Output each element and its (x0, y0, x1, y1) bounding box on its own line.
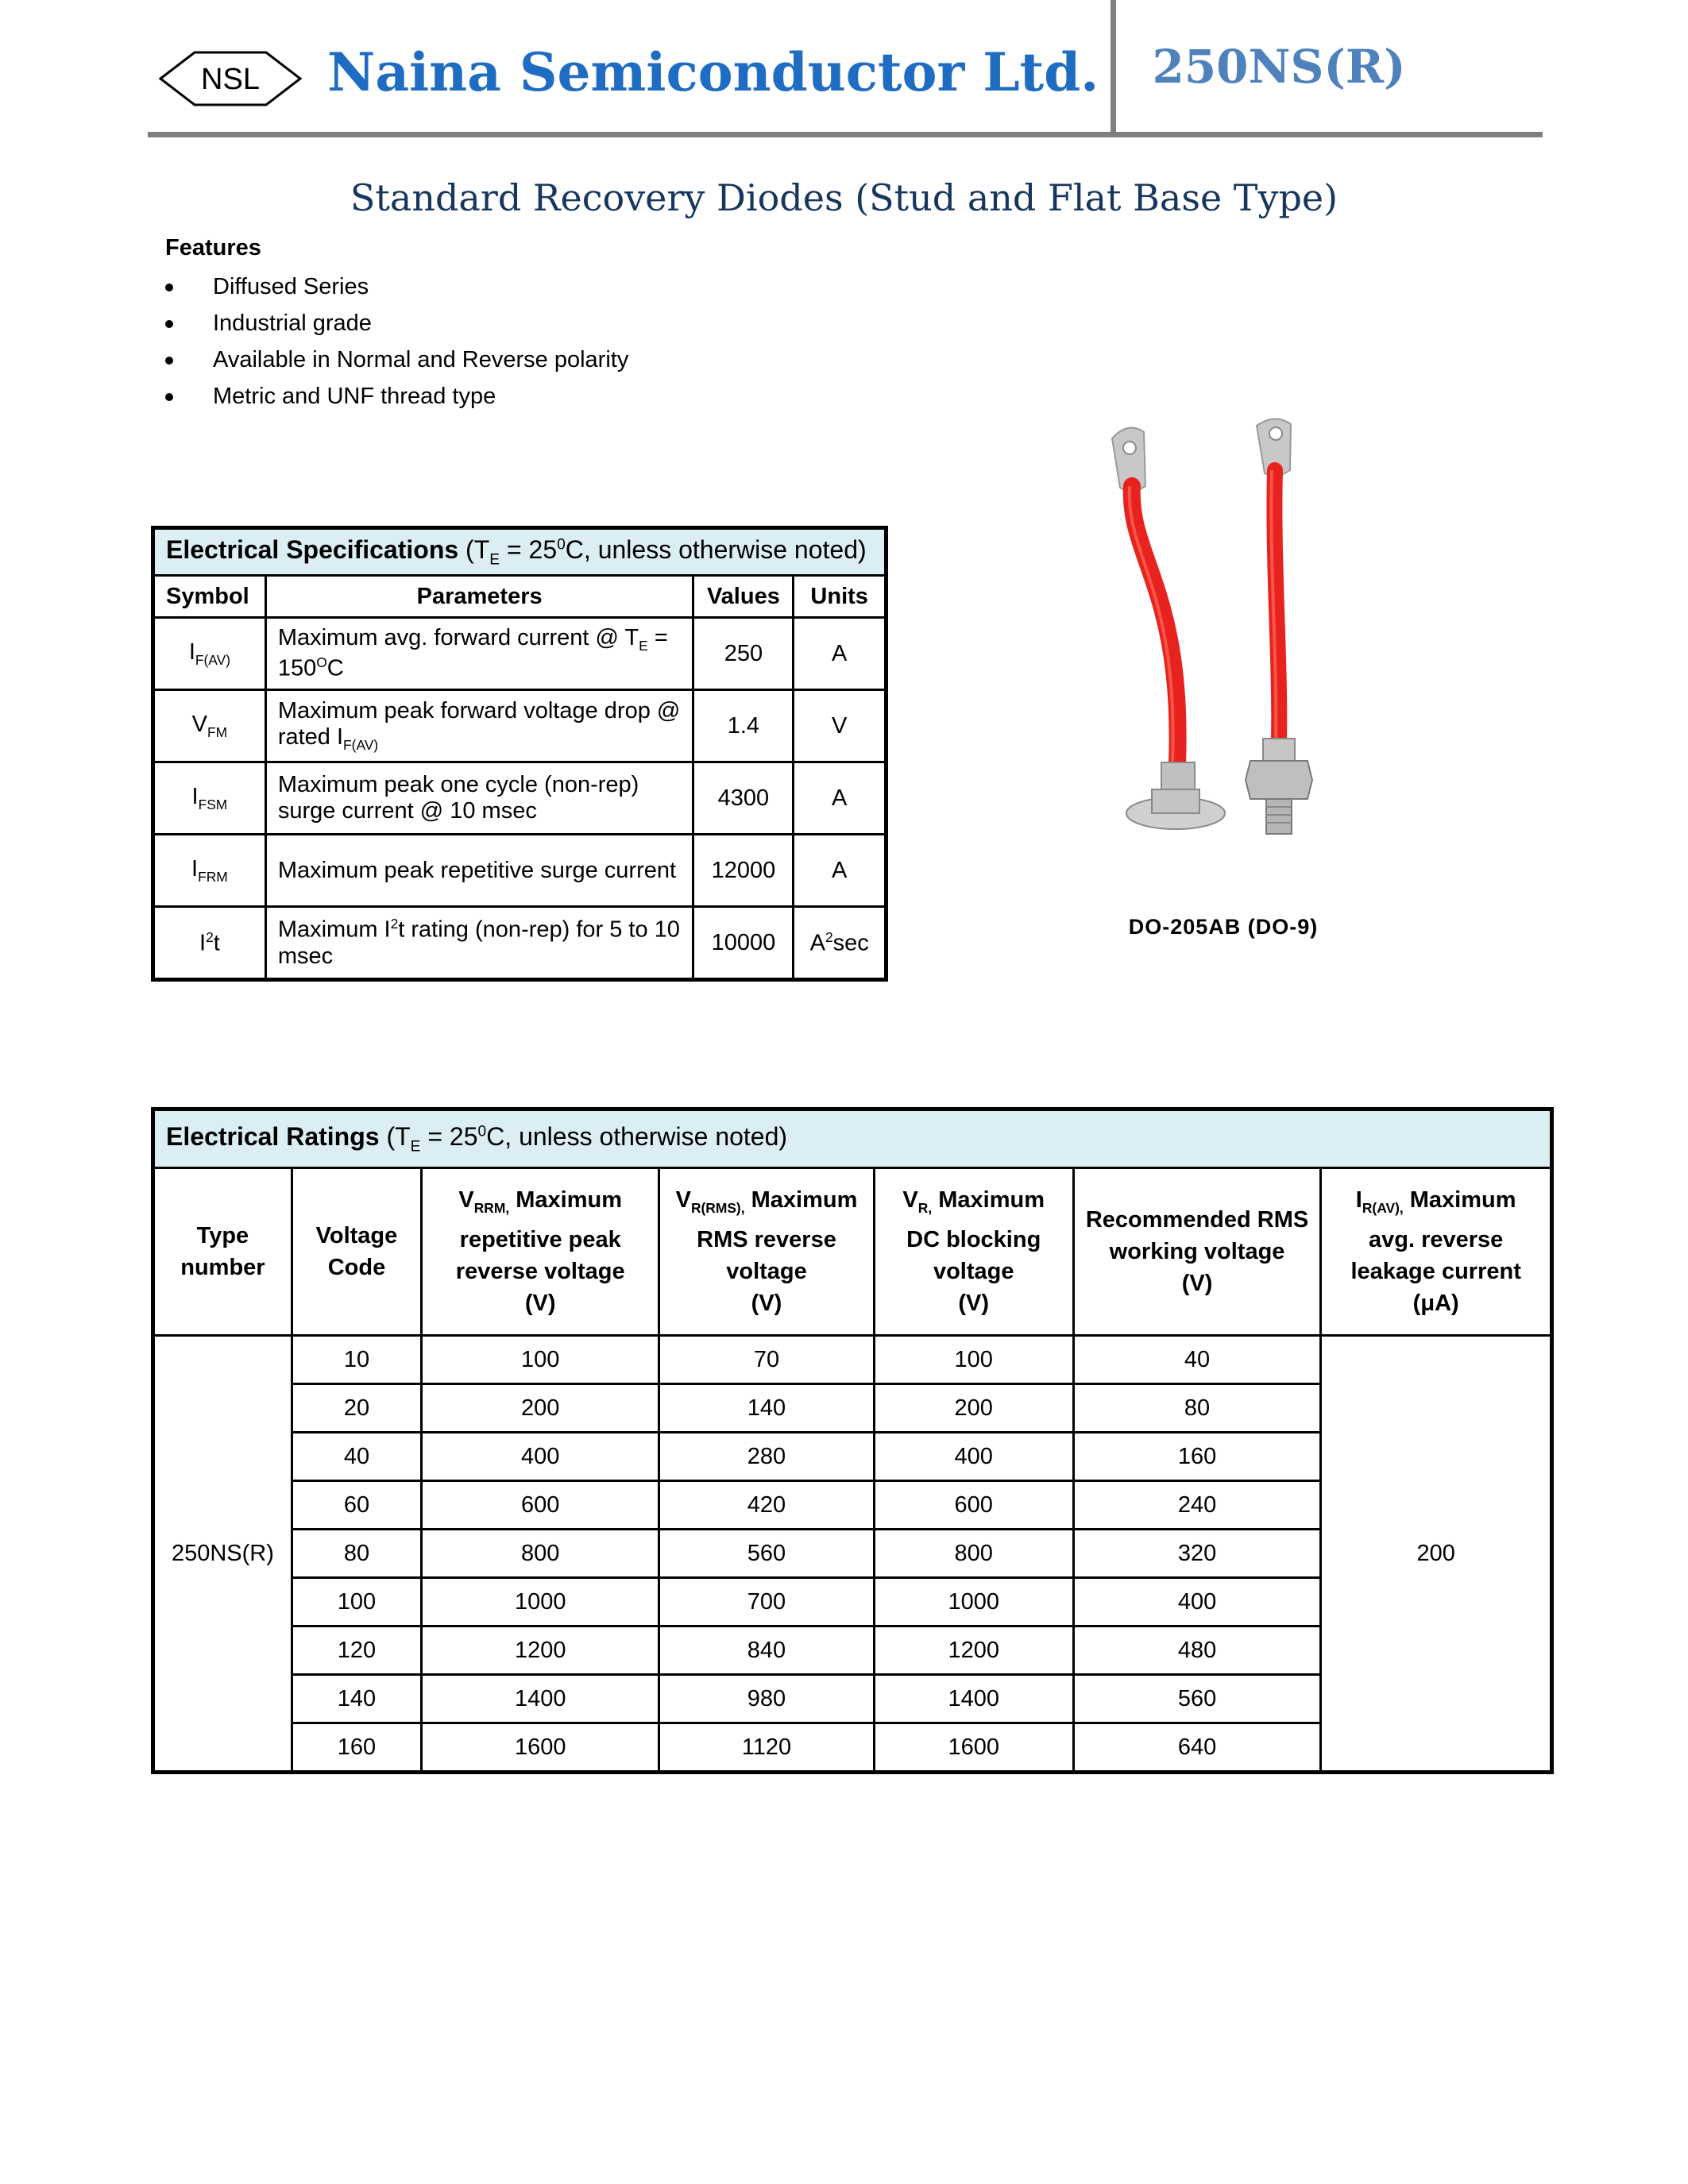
table-row (153, 907, 886, 980)
leakage-cell: 200 (1321, 1336, 1552, 1773)
symbol-cell: $V_{FM}$ (153, 690, 266, 762)
voltage-code-cell: 100 (292, 1578, 421, 1626)
col-values: Values (693, 576, 794, 618)
product-photo (1096, 407, 1342, 875)
electrical-specifications-table (151, 526, 888, 982)
feature-item: Metric and UNF thread type (165, 378, 628, 415)
bullet-icon (165, 357, 173, 365)
vrms-cell: 70 (659, 1336, 874, 1384)
recommended-rms-cell: 480 (1073, 1626, 1321, 1675)
value-cell: 250 (693, 618, 794, 690)
recommended-rms-cell: 240 (1073, 1481, 1321, 1530)
vr-cell: 1200 (874, 1626, 1073, 1675)
voltage-code-cell: 20 (292, 1384, 421, 1433)
parameter-cell: Maximum peak forward voltage drop @ rated $I_{F(AV)}$ (265, 690, 693, 762)
vrms-cell: 280 (659, 1433, 874, 1481)
parameter-cell: Maximum peak repetitive surge current (265, 835, 693, 907)
value-cell: 1.4 (693, 690, 794, 762)
vrrm-cell: 100 (422, 1336, 659, 1384)
recommended-rms-cell: 320 (1073, 1530, 1321, 1578)
vr-cell: 200 (874, 1384, 1073, 1433)
vrms-cell: 1120 (659, 1723, 874, 1773)
recommended-rms-cell: 40 (1073, 1336, 1321, 1384)
vrms-cell: 840 (659, 1626, 874, 1675)
company-logo (159, 48, 302, 110)
voltage-code-cell: 80 (292, 1530, 421, 1578)
company-name: Naina Semiconductor Ltd. (327, 41, 1099, 103)
table-row (153, 1336, 1552, 1384)
document-title: Standard Recovery Diodes (Stud and Flat Base Type) (350, 176, 1338, 219)
parameter-cell: Maximum $I^2t$ rating (non-rep) for 5 to 10 msec (265, 907, 693, 980)
vrms-cell: 980 (659, 1675, 874, 1723)
features-heading: Features (165, 235, 261, 260)
vrrm-cell: 200 (422, 1384, 659, 1433)
recommended-rms-cell: 400 (1073, 1578, 1321, 1626)
vrrm-cell: 1000 (422, 1578, 659, 1626)
specs-header-row (153, 576, 886, 618)
col-vr: $V_{R,}$ Maximum DC blocking voltage (V) (874, 1168, 1073, 1336)
vrms-cell: 700 (659, 1578, 874, 1626)
recommended-rms-cell: 160 (1073, 1433, 1321, 1481)
voltage-code-cell: 140 (292, 1675, 421, 1723)
voltage-code-cell: 10 (292, 1336, 421, 1384)
voltage-code-cell: 40 (292, 1433, 421, 1481)
symbol-cell: $I_{F(AV)}$ (153, 618, 266, 690)
vrrm-cell: 400 (422, 1433, 659, 1481)
value-cell: 4300 (693, 762, 794, 835)
vr-cell: 600 (874, 1481, 1073, 1530)
vr-cell: 1600 (874, 1723, 1073, 1773)
value-cell: 10000 (693, 907, 794, 980)
col-recommended-rms: Recommended RMS working voltage (V) (1073, 1168, 1321, 1336)
symbol-cell: $I_{FSM}$ (153, 762, 266, 835)
col-units: Units (794, 576, 886, 618)
unit-cell: A (794, 835, 886, 907)
part-number: 250NS(R) (1152, 40, 1406, 94)
value-cell: 12000 (693, 835, 794, 907)
symbol-cell: $I^2t$ (153, 907, 266, 980)
col-type-number: Type number (153, 1168, 292, 1336)
package-caption: DO-205AB (DO-9) (1128, 915, 1319, 939)
symbol-cell: $I_{FRM}$ (153, 835, 266, 907)
parameter-cell: Maximum peak one cycle (non-rep) surge current @ 10 msec (265, 762, 693, 835)
unit-cell: $A^2\sec$ (794, 907, 886, 980)
bullet-icon (165, 284, 173, 291)
col-leakage: $I_{R(AV),}$ Maximum avg. reverse leakage current (μA) (1321, 1168, 1552, 1336)
voltage-code-cell: 120 (292, 1626, 421, 1675)
ratings-header-row (153, 1168, 1552, 1336)
col-voltage-code: Voltage Code (292, 1168, 421, 1336)
vrrm-cell: 1600 (422, 1723, 659, 1773)
ratings-body (153, 1336, 1552, 1773)
table-row (153, 690, 886, 762)
col-vrms: $V_{R(RMS),}$ Maximum RMS reverse voltage (V) (659, 1168, 874, 1336)
logo-text: NSL (201, 63, 260, 96)
header-divider-vertical (1111, 0, 1116, 137)
bullet-icon (165, 320, 173, 328)
table-row (153, 618, 886, 690)
bullet-icon (165, 393, 173, 401)
table-row (153, 835, 886, 907)
recommended-rms-cell: 80 (1073, 1384, 1321, 1433)
vr-cell: 1400 (874, 1675, 1073, 1723)
vr-cell: 100 (874, 1336, 1073, 1384)
feature-item: Available in Normal and Reverse polarity (165, 341, 628, 378)
feature-item: Diffused Series (165, 268, 628, 305)
type-number-cell: 250NS(R) (153, 1336, 292, 1773)
vr-cell: 800 (874, 1530, 1073, 1578)
voltage-code-cell: 160 (292, 1723, 421, 1773)
table-row (153, 762, 886, 835)
specs-caption: Electrical Specifications ($T_E = 25^0C$, unless otherwise noted) (153, 528, 886, 576)
vrrm-cell: 600 (422, 1481, 659, 1530)
header-divider (148, 132, 1543, 137)
vrms-cell: 140 (659, 1384, 874, 1433)
feature-item: Industrial grade (165, 305, 628, 341)
vr-cell: 1000 (874, 1578, 1073, 1626)
vrms-cell: 420 (659, 1481, 874, 1530)
col-vrrm: $V_{RRM,}$ Maximum repetitive peak reverse voltage (V) (422, 1168, 659, 1336)
parameter-cell: Maximum avg. forward current @ $T_E = 150^OC$ (265, 618, 693, 690)
electrical-ratings-table (151, 1107, 1554, 1774)
unit-cell: A (794, 762, 886, 835)
voltage-code-cell: 60 (292, 1481, 421, 1530)
vrms-cell: 560 (659, 1530, 874, 1578)
vrrm-cell: 800 (422, 1530, 659, 1578)
col-parameters: Parameters (265, 576, 693, 618)
unit-cell: A (794, 618, 886, 690)
recommended-rms-cell: 560 (1073, 1675, 1321, 1723)
vrrm-cell: 1400 (422, 1675, 659, 1723)
vrrm-cell: 1200 (422, 1626, 659, 1675)
ratings-caption: Electrical Ratings ($T_E = 25^0C$, unless otherwise noted) (153, 1109, 1552, 1168)
recommended-rms-cell: 640 (1073, 1723, 1321, 1773)
features-list (165, 268, 628, 415)
unit-cell: V (794, 690, 886, 762)
col-symbol: Symbol (153, 576, 266, 618)
vr-cell: 400 (874, 1433, 1073, 1481)
